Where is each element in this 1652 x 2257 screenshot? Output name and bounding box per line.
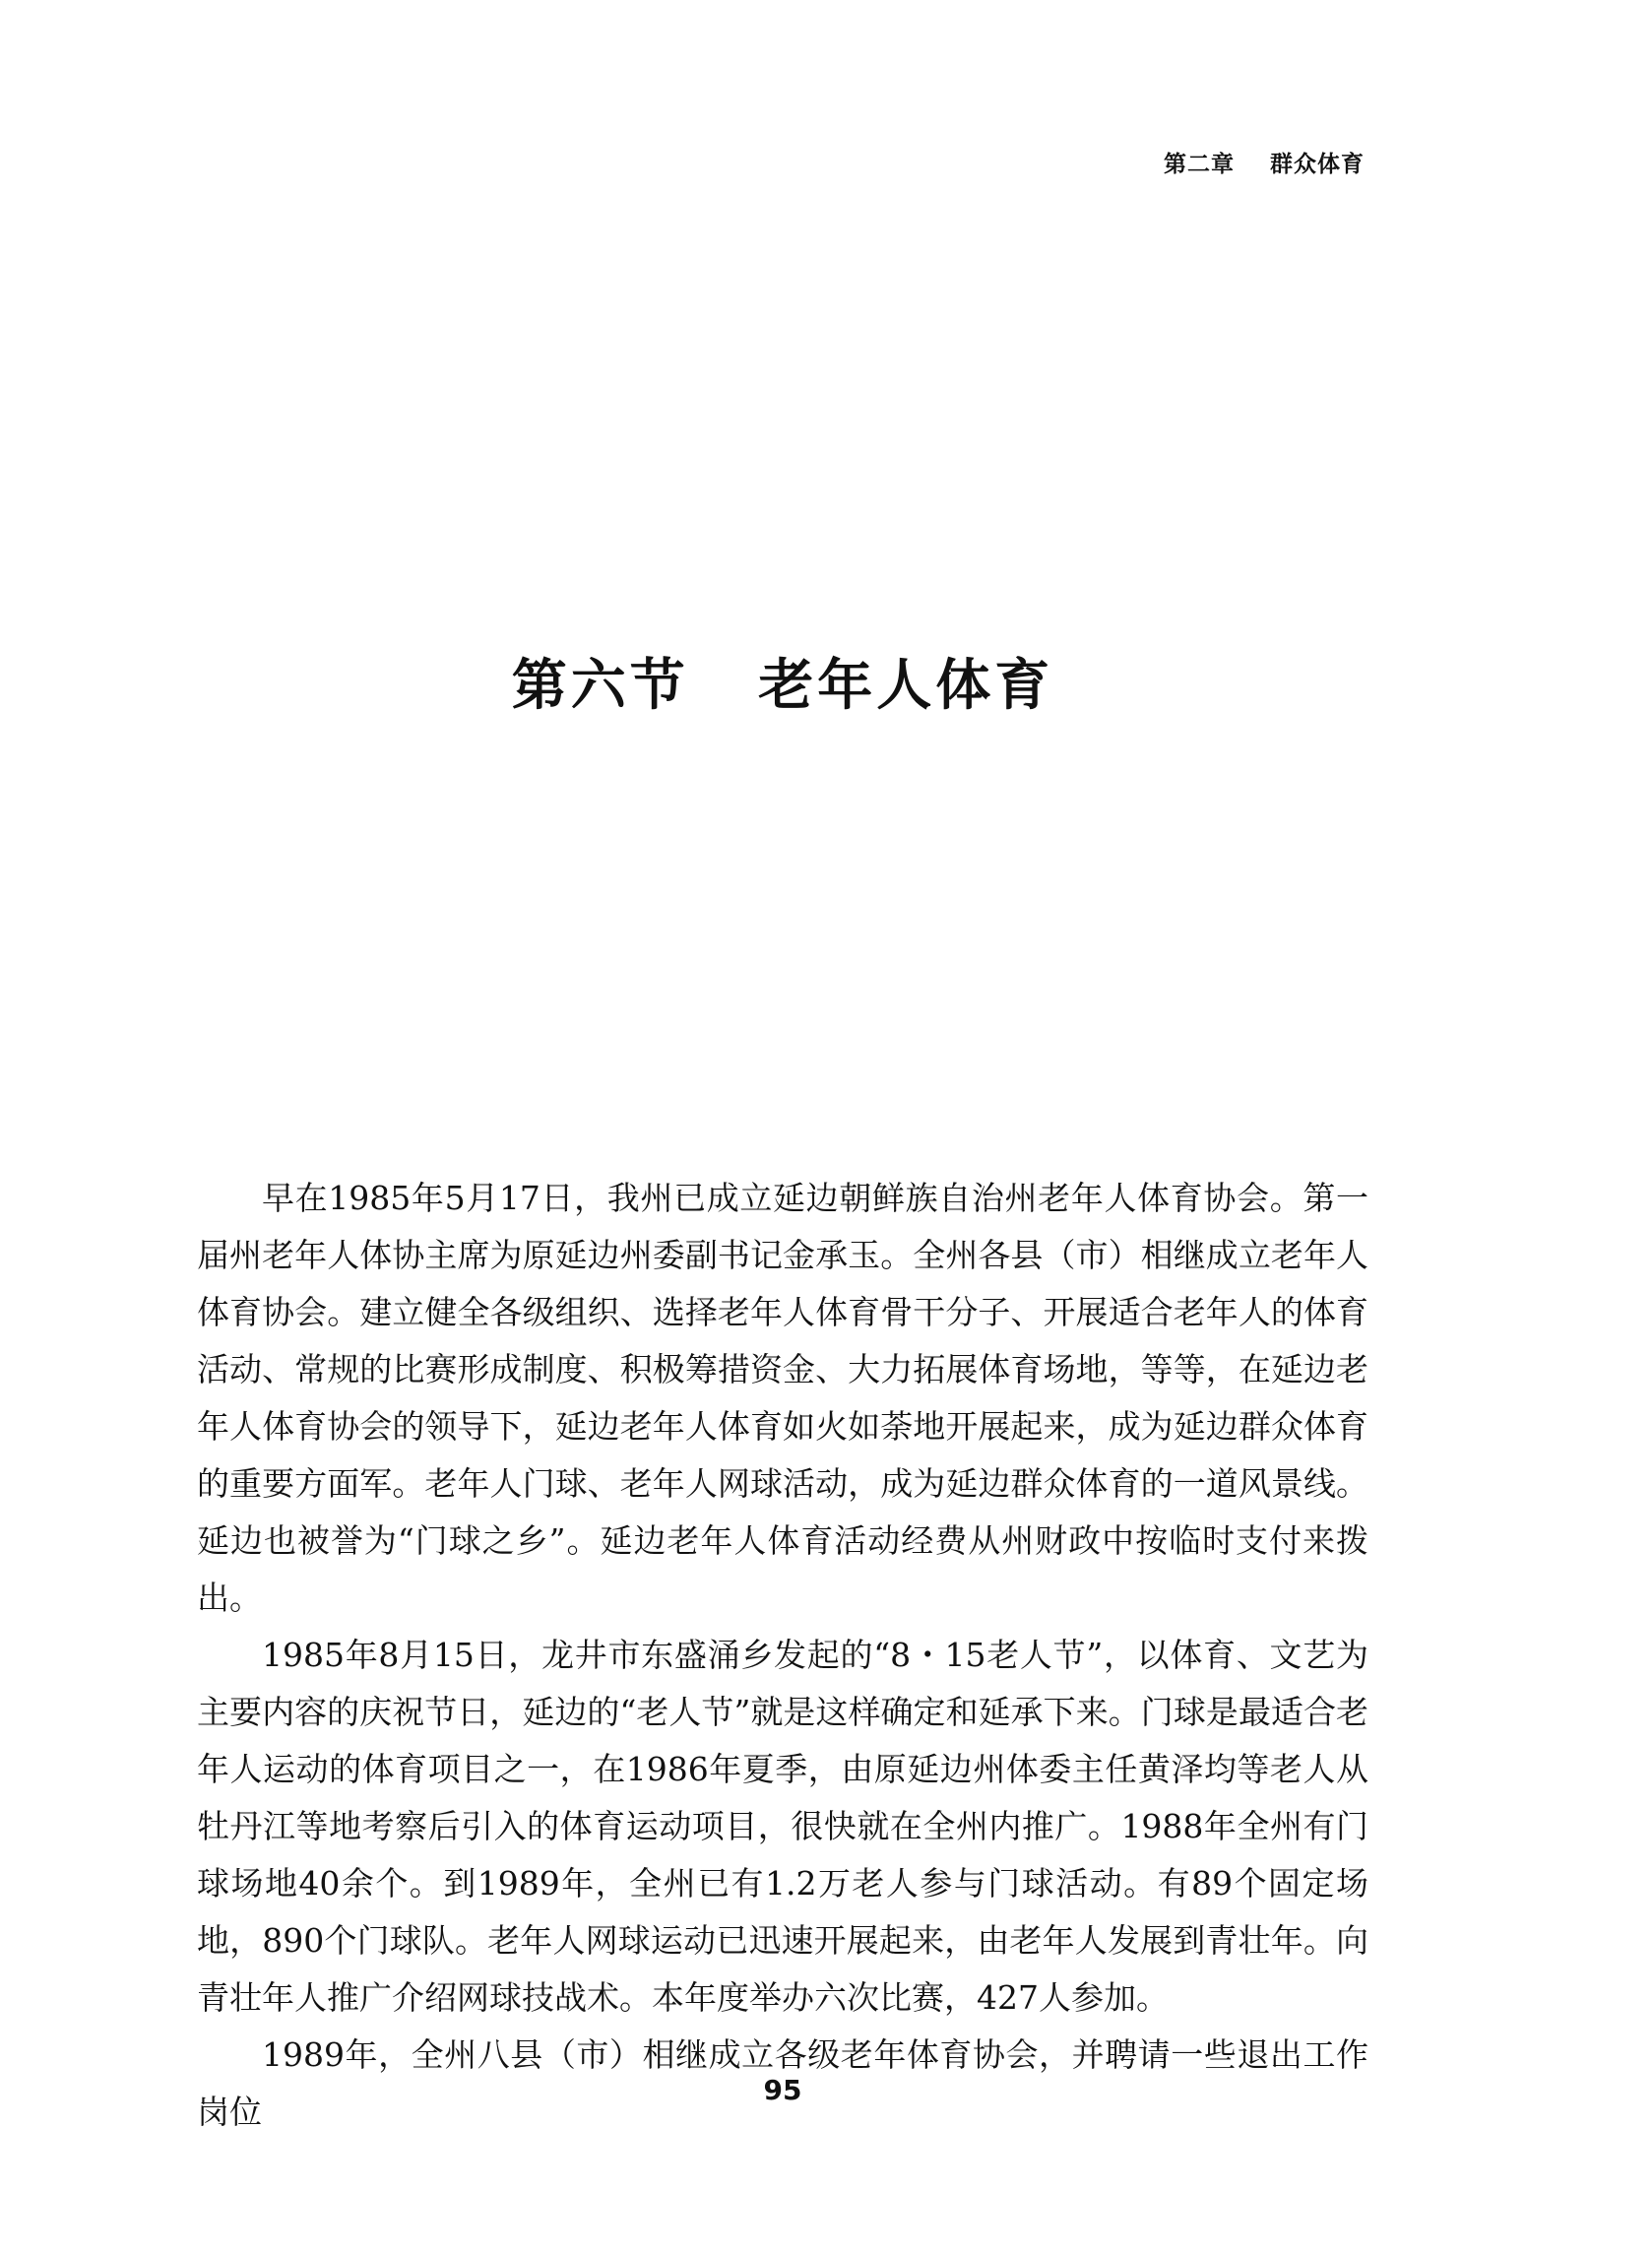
paragraph: 1985年8月15日，龙井市东盛涌乡发起的“8・15老人节”，以体育、文艺为主要内容的庆祝节日，延边的“老人节”就是这样确定和延承下来。门球是最适合老年人运动的体育项目之一，在1986年夏季，由原延边州体委主任黄泽均等老人从牡丹江等地考察后引入的体育运动项目，很快就在全州内推广。1988年全州有门球场地40余个。到1989年，全州已有1.2万老人参与门球活动。有89个固定场地，890个门球队。老年人网球运动已迅速开展起来，由老年人发展到青壮年。向青壮年人推广介绍网球技战术。本年度举办六次比赛，427人参加。 [197, 1636, 1368, 2017]
body-text [197, 1170, 1368, 2141]
running-header: 第二章 群众体育 [1163, 152, 1365, 177]
paragraph: 1989年，全州八县（市）相继成立各级老年体育协会，并聘请一些退出工作岗位 [197, 2035, 1368, 2131]
section-title: 第六节 老年人体育 [511, 654, 1054, 718]
page-number: 95 [763, 2074, 802, 2106]
paragraph: 早在1985年5月17日，我州已成立延边朝鲜族自治州老年人体育协会。第一届州老年人体协主席为原延边州委副书记金承玉。全州各县（市）相继成立老年人体育协会。建立健全各级组织、选择老年人体育骨干分子、开展适合老年人的体育活动、常规的比赛形成制度、积极筹措资金、大力拓展体育场地，等等，在延边老年人体育协会的领导下，延边老年人体育如火如荼地开展起来，成为延边群众体育的重要方面军。老年人门球、老年人网球活动，成为延边群众体育的一道风景线。延边也被誉为“门球之乡”。延边老年人体育活动经费从州财政中按临时支付来拨出。 [197, 1179, 1368, 1617]
